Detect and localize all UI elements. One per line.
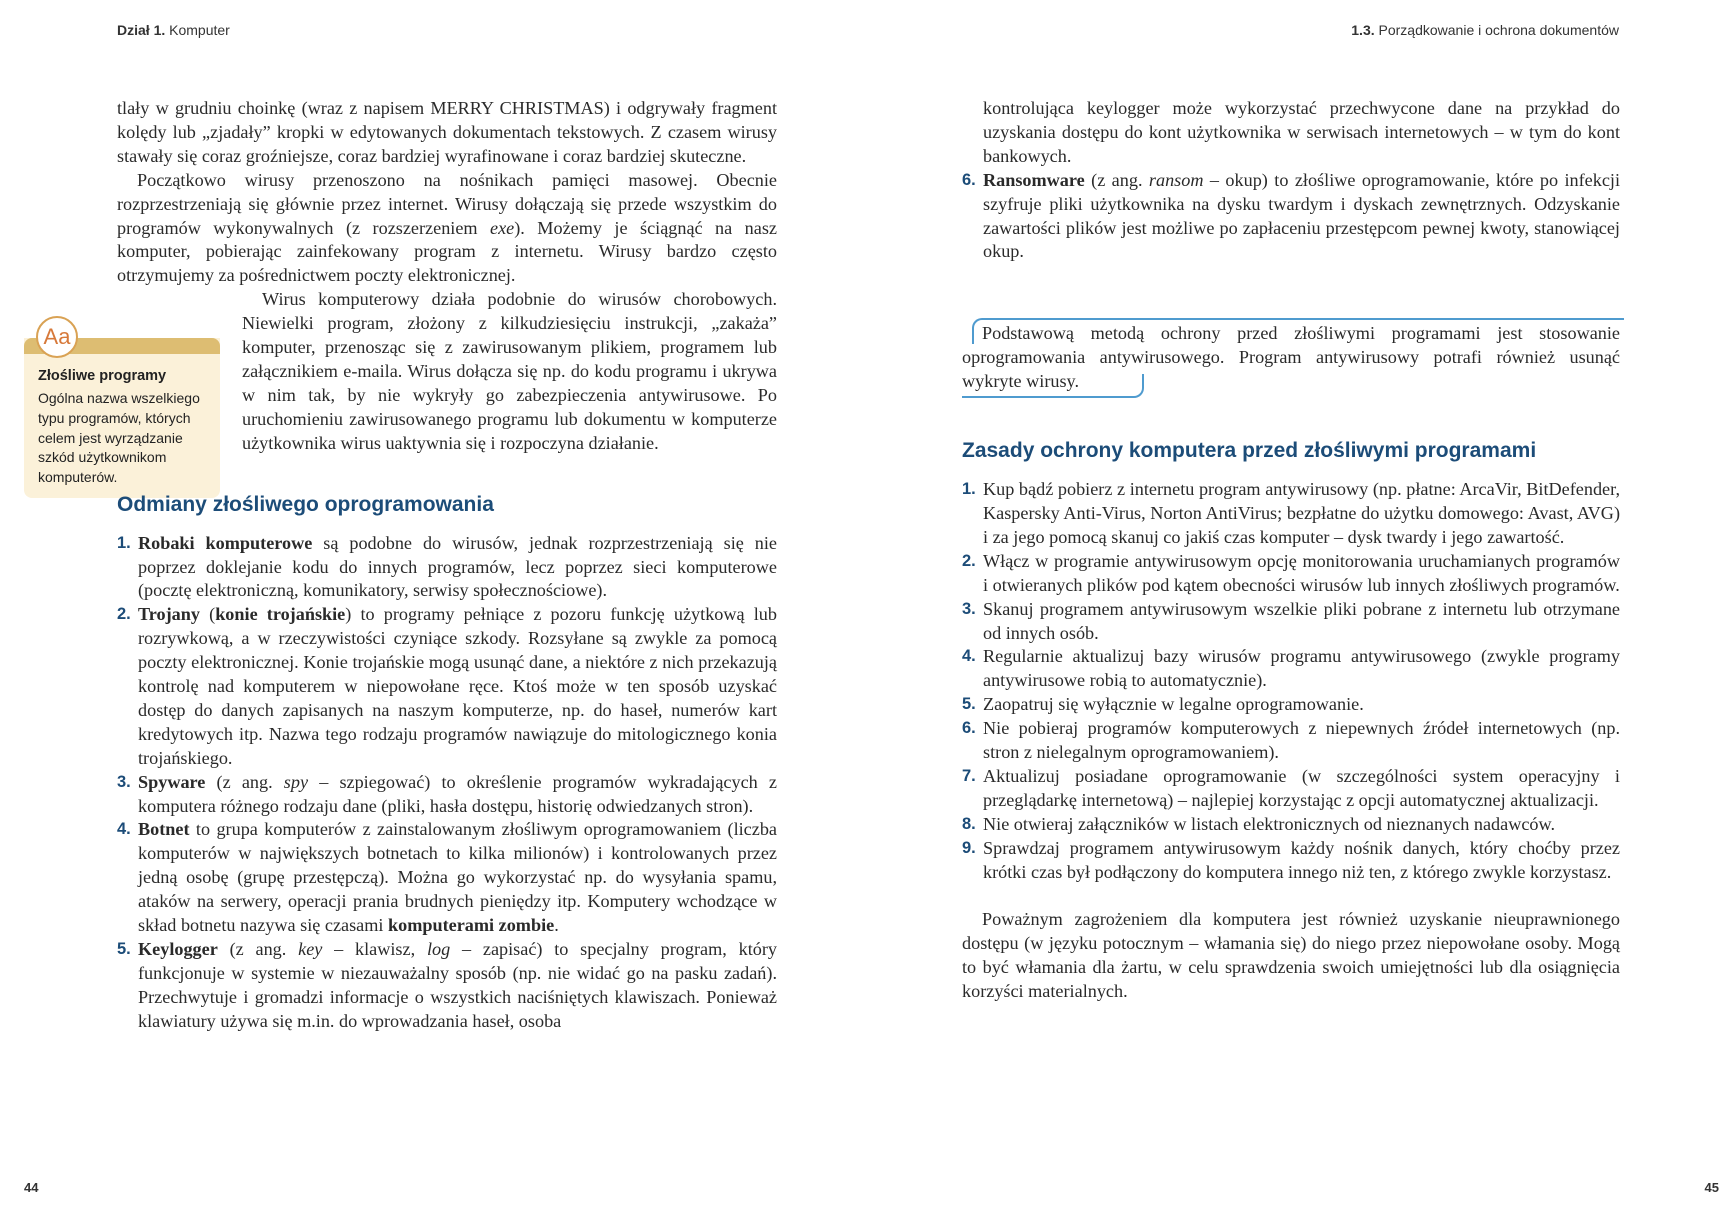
section-heading: Odmiany złośliwego oprogramowania bbox=[117, 492, 494, 516]
malware-types-list bbox=[117, 532, 777, 1034]
paragraph: Początkowo wirusy przenoszono na nośnikach pamięci masowej. Obecnie rozprzestrzeniają się głównie przez internet. Wirusy dołączają się przede wszystkim do programów wykonywalnych (z rozszerzeniem exe). Możemy je ściągnąć na nasz komputer, pobierając zainfekowany program z internetu. Wirusy bardzo często otrzymujemy za pośrednictwem poczty elektronicznej. bbox=[117, 169, 777, 286]
list-item: 4. Botnet to grupa komputerów z zainstalowanym złośliwym oprogramowaniem (liczba komputerów w największych botnetach to kilka milionów) i kontrolowanych przez jedną osobę (grupę przestępczą). Można go wykorzystać np. do wysyłania spamu, ataków na serwery, operacji prania brudnych pieniędzy itp. Komputery wchodzące w skład botnetu nazywa się czasami komputerami zombie. bbox=[117, 819, 777, 936]
left-page-column bbox=[117, 97, 777, 1034]
glossary-badge-icon: Aa bbox=[36, 316, 78, 358]
paragraph: tlały w grudniu choinkę (wraz z napisem MERRY CHRISTMAS) i odgrywały fragment kolędy lub „zjadały” kropki w edytowanych dokumentach tekstowych. Z czasem wirusy stawały się coraz groźniejsze, coraz bardziej wyrafinowane i coraz bardziej skuteczne. bbox=[117, 98, 777, 166]
closing-paragraph: Poważnym zagrożeniem dla komputera jest również uzyskanie nieuprawnionego dostępu (w języku potocznym – włamania się) do niego przez niepowołane osoby. Mogą to być włamania dla żartu, w celu sprawdzenia swoich umiejętności lub dla osiągnięcia korzyści materialnych. bbox=[962, 909, 1620, 1002]
key-fact-text: Podstawową metodą ochrony przed złośliwymi programami jest stosowanie oprogramowania antywirusowego. Program antywirusowy potrafi również usunąć wykryte wirusy. bbox=[962, 323, 1620, 392]
paragraph: Wirus komputerowy działa podobnie do wirusów chorobowych. Niewielki program, złożony z kilkudziesięciu instrukcji, „zakaża” komputer, przenosząc się z zawirusowanym plikiem, programem lub załącznikiem e-maila. Wirus dołącza się np. do kodu programu i ukrywa w nim tak, by nie wykryły go zabezpieczenia antywirusowe. Po uruchomieniu zawirusowanego programu lub dokumentu w komputerze użytkownika wirus uaktywnia się i rozpoczyna działanie. bbox=[242, 289, 777, 453]
list-item: 2. Trojany (konie trojańskie) to programy pełniące z pozoru funkcję użytkową lub rozrywkową, a w rzeczywistości czyniące szkody. Rozsyłane są zwykle za pomocą poczty elektronicznej. Konie trojańskie mogą usunąć dane, a niektóre z nich przekazują kontrolę nad komputerem w niepowołane ręce. Ktoś może w ten sposób uzyskać dostęp do danych zapisanych na naszym komputerze, np. do haseł, numerów kart kredytowych itp. Nazwa tego rodzaju programów nawiązuje do mitologicznego konia trojańskiego. bbox=[117, 604, 777, 768]
list-item: 8. Nie otwieraj załączników w listach elektronicznych od nieznanych nadawców. bbox=[962, 813, 1555, 834]
list-item: 6. Nie pobieraj programów komputerowych z niepewnych źródeł internetowych (np. stron z nielegalnym oprogramowaniem). bbox=[962, 718, 1620, 763]
section-heading: Zasady ochrony komputera przed złośliwymi programami bbox=[962, 439, 1537, 463]
page-number-left: 44 bbox=[24, 1180, 39, 1195]
list-item: 1. Robaki komputerowe są podobne do wirusów, jednak rozprzestrzeniają się nie poprzez doklejanie kodu do innych programów, lecz poprzez sieci komputerowe (pocztę elektroniczną, komunikatory, serwisy społecznościowe). bbox=[117, 532, 777, 601]
list-item: 5. Zaopatruj się wyłącznie w legalne oprogramowanie. bbox=[962, 694, 1364, 715]
glossary-definition: Ogólna nazwa wszelkiego typu programów, których celem jest wyrządzanie szkód użytkownikom komputerów. bbox=[38, 390, 200, 486]
chapter-number: Dział 1. bbox=[117, 22, 166, 38]
section-number: 1.3. bbox=[1351, 22, 1375, 38]
protection-rules-list bbox=[962, 478, 1620, 884]
list-item: 3. Spyware (z ang. spy – szpiegować) to określenie programów wykradających z komputera różnego rodzaju dane (pliki, hasła dostępu, historię odwiedzanych stron). bbox=[117, 771, 777, 816]
list-item: 1. Kup bądź pobierz z internetu program antywirusowy (np. płatne: ArcaVir, BitDefender, Kaspersky Anti-Virus, Norton AntiVirus; bezpłatne do użytku domowego: Avast, AVG) i za jego pomocą skanuj co jakiś czas komputer – dysk twardy i jego zawartość. bbox=[962, 479, 1620, 547]
right-page-column bbox=[962, 97, 1620, 1004]
list-item: 9. Sprawdzaj programem antywirusowym każdy nośnik danych, który choćby przez krótki czas był podłączony do komputera innego niż ten, z którego zwykle korzystasz. bbox=[962, 837, 1620, 882]
list-item: 5. Keylogger (z ang. key – klawisz, log – zapisać) to specjalny program, który funkcjonuje w systemie w niezauważalny sposób (np. nie widać go na pasku zadań). Przechwytuje i gromadzi informacje o wszystkich naciśniętych klawiszach. Ponieważ klawiatury używa się m.in. do wprowadzania haseł, osoba bbox=[117, 939, 778, 1031]
page-number-right: 45 bbox=[1704, 1180, 1719, 1195]
list-item-continued: kontrolująca keylogger może wykorzystać przechwycone dane na przykład do uzyskania dostępu do kont użytkownika w serwisach internetowych – w tym do kont bankowych. bbox=[983, 98, 1620, 166]
list-item: 3. Skanuj programem antywirusowym wszelkie pliki pobrane z internetu lub otrzymane od innych osób. bbox=[962, 598, 1620, 643]
glossary-term: Złośliwe programy bbox=[38, 368, 167, 384]
section-title: Porządkowanie i ochrona dokumentów bbox=[1378, 22, 1619, 38]
list-item: 6. Ransomware (z ang. ransom – okup) to złośliwe oprogramowanie, które po infekcji szyfruje pliki użytkownika na dysku twardym i dyskach zewnętrznych. Odzyskanie zawartości plików jest możliwe po zapłaceniu przestępcom pewnej kwoty, stanowiącej okup. bbox=[962, 169, 1621, 262]
list-item: 4. Regularnie aktualizuj bazy wirusów programu antywirusowego (zwykle programy antywirusowe robią to automatycznie). bbox=[962, 646, 1620, 691]
running-head-left bbox=[117, 22, 230, 38]
running-head-right bbox=[1351, 22, 1619, 38]
list-item: 7. Aktualizuj posiadane oprogramowanie (w szczególności system operacyjny i przeglądarkę internetową) – najlepiej korzystając z opcji automatycznej aktualizacji. bbox=[962, 765, 1620, 810]
list-item: 2. Włącz w programie antywirusowym opcję monitorowania uruchamianych programów i otwieranych plików pod kątem obecności wirusów lub innych złośliwych programów. bbox=[962, 550, 1620, 595]
malware-types-list-continued bbox=[962, 97, 1620, 264]
chapter-title: Komputer bbox=[169, 22, 230, 38]
key-fact-box bbox=[962, 322, 1620, 394]
